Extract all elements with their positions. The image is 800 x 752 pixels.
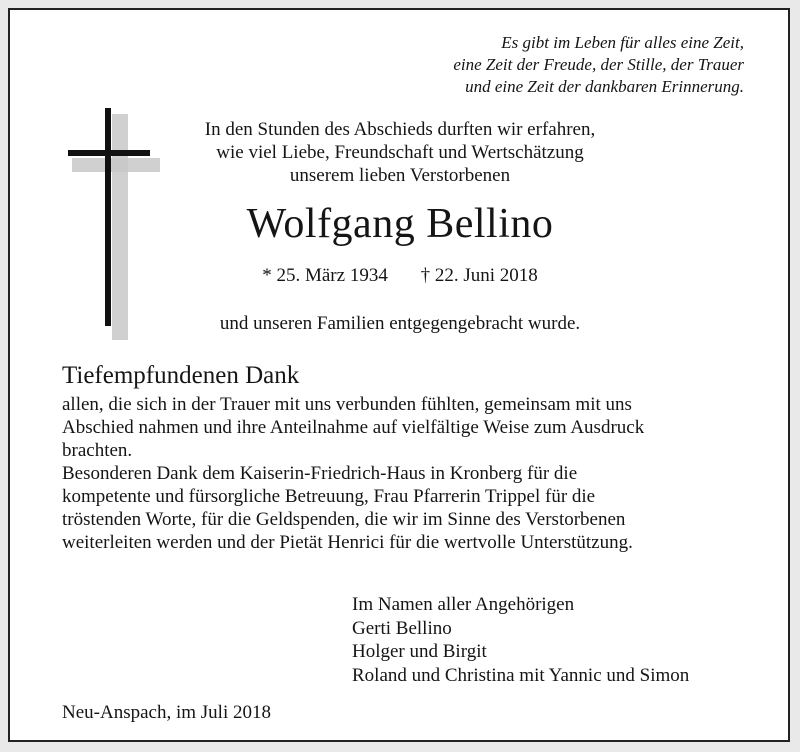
death-date: † 22. Juni 2018 <box>420 265 538 286</box>
life-dates <box>140 264 660 288</box>
intro-line: unserem lieben Verstorbenen <box>289 165 511 186</box>
thanks-line: allen, die sich in der Trauer mit uns verbunden fühlten, gemeinsam mit uns <box>62 394 632 415</box>
birth-date: * 25. März 1934 <box>262 265 388 286</box>
thanks-body <box>62 393 762 554</box>
motto-line: eine Zeit der Freude, der Stille, der Trauer <box>453 55 744 74</box>
intro-text <box>140 118 660 187</box>
signature-block <box>352 593 689 687</box>
cross-vertical-bar <box>105 108 111 326</box>
intro-line: In den Stunden des Abschieds durften wir erfahren, <box>204 119 596 140</box>
thanks-heading: Tiefempfundenen Dank <box>62 362 300 389</box>
cross-horizontal-bar <box>68 150 150 156</box>
motto-line: und eine Zeit der dankbaren Erinnerung. <box>465 77 744 96</box>
cross-shadow-vertical <box>112 114 128 340</box>
thanks-line: brachten. <box>62 440 133 461</box>
after-text: und unseren Familien entgegengebracht wurde. <box>219 313 581 334</box>
thanks-line: tröstenden Worte, für die Geldspenden, die wir im Sinne des Verstorbenen <box>62 509 626 530</box>
deceased-name: Wolfgang Bellino <box>246 201 554 247</box>
signature-line: Holger und Birgit <box>352 641 487 662</box>
thanks-line: Abschied nahmen und ihre Anteilnahme auf vielfältige Weise zum Ausdruck <box>62 417 645 438</box>
signature-line: Roland und Christina mit Yannic und Simon <box>352 664 690 686</box>
signature-line: Gerti Bellino <box>352 617 452 639</box>
motto-line: Es gibt im Leben für alles eine Zeit, <box>501 33 744 52</box>
thanks-line: Besonderen Dank dem Kaiserin-Friedrich-Haus in Kronberg für die <box>62 463 578 484</box>
intro-line: wie viel Liebe, Freundschaft und Wertschätzung <box>216 142 584 163</box>
motto-quote <box>453 32 744 98</box>
place-date: Neu-Anspach, im Juli 2018 <box>62 702 271 723</box>
thanks-line: weiterleiten werden und der Pietät Henrici für die wertvolle Unterstützung. <box>62 532 633 553</box>
obituary-notice <box>8 8 790 742</box>
signature-line: Im Namen aller Angehörigen <box>352 594 575 615</box>
thanks-line: kompetente und fürsorgliche Betreuung, Frau Pfarrerin Trippel für die <box>62 486 596 507</box>
